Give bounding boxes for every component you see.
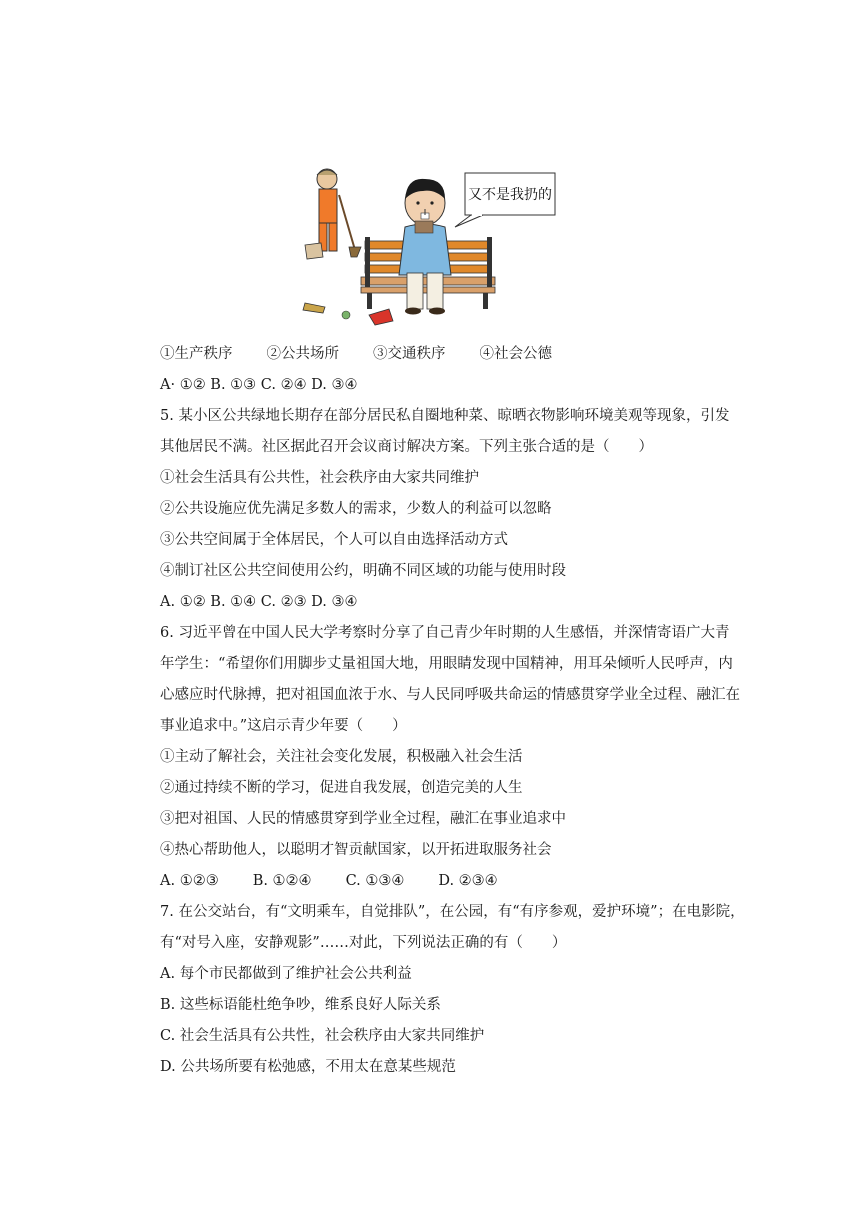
q7-option-b: B. 这些标语能杜绝争吵，维系良好人际关系	[160, 997, 441, 1013]
q4-statement-2: ②公共场所	[266, 346, 339, 362]
q6-stem-line-2: 年学生：“希望你们用脚步丈量祖国大地，用眼睛发现中国精神，用耳朵倾听人民呼声，内	[160, 656, 733, 672]
q5-answer-options: A. ①② B. ①④ C. ②③ D. ③④	[160, 594, 358, 610]
q7-option-d: D. 公共场所要有松弛感，不用太在意某些规范	[160, 1059, 456, 1075]
cartoon-illustration	[295, 165, 565, 335]
q6-statement-3: ③把对祖国、人民的情感贯穿到学业全过程，融汇在事业追求中	[160, 811, 566, 827]
q5-stem-line-1: 5. 某小区公共绿地长期存在部分居民私自圈地种菜、晾晒衣物影响环境美观等现象，引发	[160, 408, 730, 424]
q5-statement-2: ②公共设施应优先满足多数人的需求，少数人的利益可以忽略	[160, 501, 552, 517]
q6-stem-line-3: 心感应时代脉搏，把对祖国血浓于水、与人民同呼吸共命运的情感贯穿学业全过程、融汇在	[160, 687, 740, 703]
litter	[303, 303, 393, 325]
q4-statement-1: ①生产秩序	[160, 346, 233, 362]
q6-option-c: C. ①③④	[345, 873, 405, 889]
q6-stem-line-1: 6. 习近平曾在中国人民大学考察时分享了自己青少年时期的人生感悟，并深情寄语广大青	[160, 625, 730, 641]
q4-statement-4: ④社会公德	[479, 346, 552, 362]
q6-option-a: A. ①②③	[160, 873, 219, 889]
q7-stem-line-2: 有“对号入座，安静观影”……对此，下列说法正确的有（ ）	[160, 935, 567, 951]
q5-statement-3: ③公共空间属于全体居民，个人可以自由选择活动方式	[160, 532, 508, 548]
q6-statement-2: ②通过持续不断的学习，促进自我发展，创造完美的人生	[160, 780, 523, 796]
q5-statement-1: ①社会生活具有公共性，社会秩序由大家共同维护	[160, 470, 479, 486]
q4-answer-options: A· ①② B. ①③ C. ②④ D. ③④	[160, 377, 358, 393]
q5-statement-4: ④制订社区公共空间使用公约，明确不同区域的功能与使用时段	[160, 563, 566, 579]
q4-statement-3: ③交通秩序	[373, 346, 446, 362]
q6-statement-1: ①主动了解社会，关注社会变化发展，积极融入社会生活	[160, 749, 523, 765]
boy-figure	[399, 179, 451, 315]
q6-statement-4: ④热心帮助他人，以聪明才智贡献国家，以开拓进取服务社会	[160, 842, 552, 858]
q7-stem-line-1: 7. 在公交站台，有“文明乘车，自觉排队”，在公园，有“有序参观，爱护环境”；在电影院，	[160, 904, 745, 920]
q6-option-b: B. ①②④	[252, 873, 312, 889]
q6-answer-options	[160, 871, 498, 891]
speech-bubble-text: 又不是我扔的	[468, 187, 552, 203]
q5-stem-line-2: 其他居民不满。社区据此召开会议商讨解决方案。下列主张合适的是（ ）	[160, 439, 653, 455]
speech-bubble	[455, 173, 555, 227]
q7-option-a: A. 每个市民都做到了维护社会公共利益	[160, 966, 412, 982]
q6-stem-line-4: 事业追求中。”这启示青少年要（ ）	[160, 718, 407, 734]
street-cleaner-figure	[305, 169, 361, 259]
q6-option-d: D. ②③④	[438, 873, 498, 889]
q7-option-c: C. 社会生活具有公共性，社会秩序由大家共同维护	[160, 1028, 485, 1044]
q4-statements	[160, 344, 552, 364]
